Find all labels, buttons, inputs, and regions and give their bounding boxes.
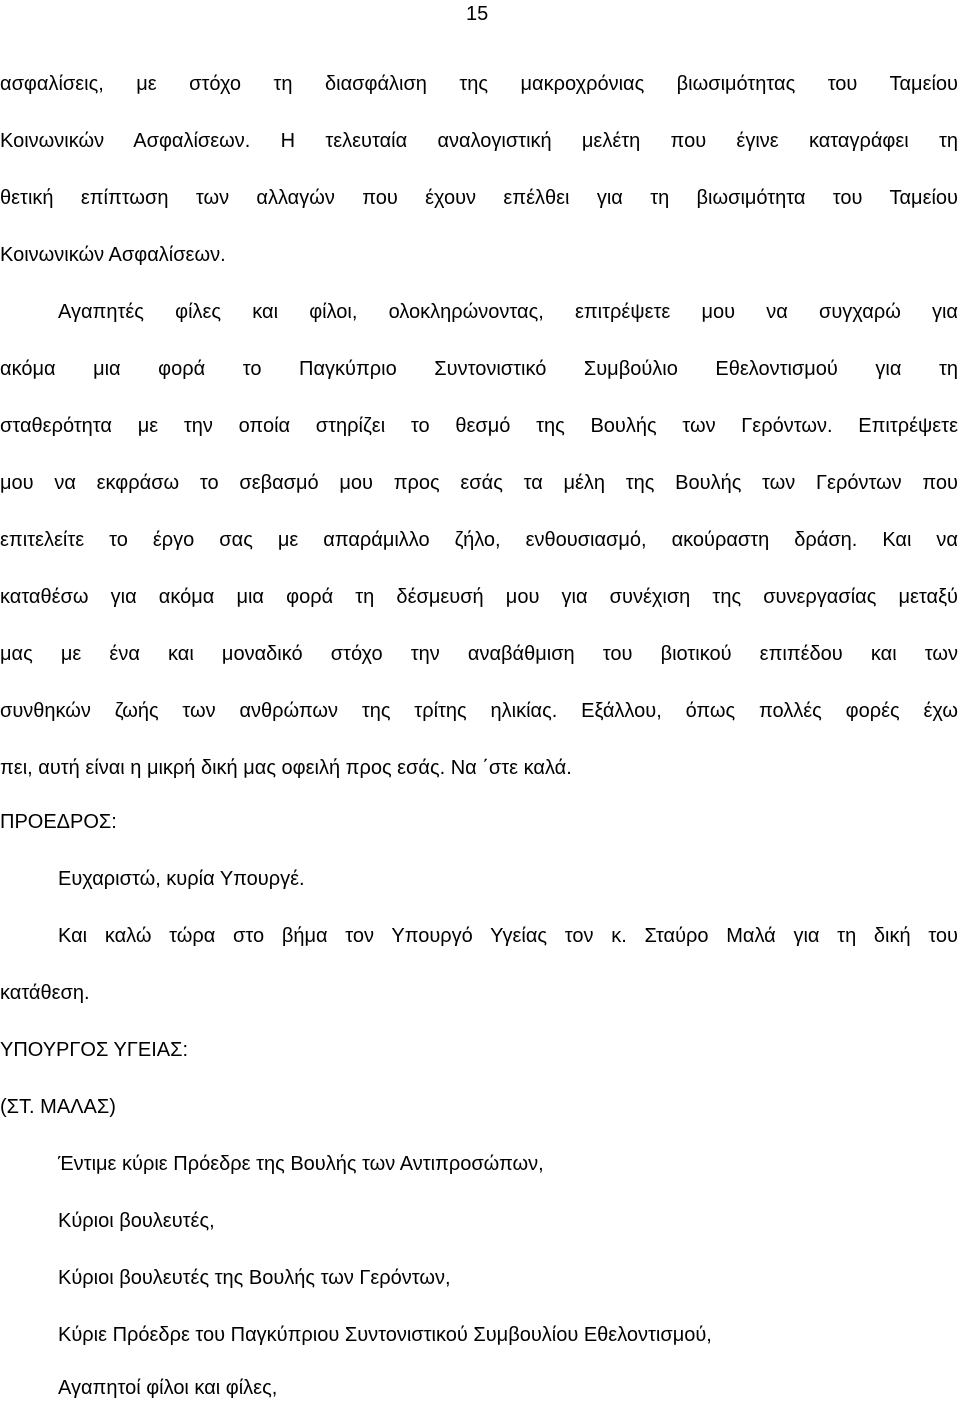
- text-line: Κοινωνικών Ασφαλίσεων.: [0, 244, 226, 266]
- text-line: Κύριοι βουλευτές,: [58, 1210, 215, 1232]
- text-line: Κύριοι βουλευτές της Βουλής των Γερόντων,: [58, 1267, 451, 1289]
- text-line: μας με ένα και μοναδικό στόχο την αναβάθμιση του βιοτικού επιπέδου και των: [0, 643, 958, 665]
- text-line: Κοινωνικών Ασφαλίσεων. Η τελευταία αναλογιστική μελέτη που έγινε καταγράφει τη: [0, 130, 958, 152]
- text-line: Έντιμε κύριε Πρόεδρε της Βουλής των Αντιπροσώπων,: [58, 1153, 544, 1175]
- text-line: Αγαπητοί φίλοι και φίλες,: [58, 1377, 278, 1399]
- text-line: μου να εκφράσω το σεβασμό μου προς εσάς τα μέλη της Βουλής των Γερόντων που: [0, 472, 958, 494]
- text-line: θετική επίπτωση των αλλαγών που έχουν επέλθει για τη βιωσιμότητα του Ταμείου: [0, 187, 958, 209]
- speaker-name: (ΣΤ. ΜΑΛΑΣ): [0, 1096, 116, 1118]
- text-line: επιτελείτε το έργο σας με απαράμιλλο ζήλο, ενθουσιασμό, ακούραστη δράση. Και να: [0, 529, 958, 551]
- text-line: Αγαπητές φίλες και φίλοι, ολοκληρώνοντας, επιτρέψετε μου να συγχαρώ για: [58, 301, 958, 323]
- text-line: Και καλώ τώρα στο βήμα τον Υπουργό Υγείας τον κ. Σταύρο Μαλά για τη δική του: [58, 925, 958, 947]
- text-line: συνθηκών ζωής των ανθρώπων της τρίτης ηλικίας. Εξάλλου, όπως πολλές φορές έχω: [0, 700, 958, 722]
- text-line: Ευχαριστώ, κυρία Υπουργέ.: [58, 868, 305, 890]
- text-line: σταθερότητα με την οποία στηρίζει το θεσμό της Βουλής των Γερόντων. Επιτρέψετε: [0, 415, 958, 437]
- speaker-label: ΥΠΟΥΡΓΟΣ ΥΓΕΙΑΣ:: [0, 1039, 189, 1061]
- text-line: Κύριε Πρόεδρε του Παγκύπριου Συντονιστικού Συμβουλίου Εθελοντισμού,: [58, 1324, 712, 1346]
- text-line: κατάθεση.: [0, 982, 90, 1004]
- speaker-label: ΠΡΟΕΔΡΟΣ:: [0, 811, 117, 833]
- text-line: πει, αυτή είναι η μικρή δική μας οφειλή προς εσάς. Να ΄στε καλά.: [0, 757, 572, 779]
- text-line: ασφαλίσεις, με στόχο τη διασφάλιση της μακροχρόνιας βιωσιμότητας του Ταμείου: [0, 73, 958, 95]
- text-line: καταθέσω για ακόμα μια φορά τη δέσμευσή μου για συνέχιση της συνεργασίας μεταξύ: [0, 586, 958, 608]
- page-number: 15: [466, 3, 489, 25]
- text-line: ακόμα μια φορά το Παγκύπριο Συντονιστικό Συμβούλιο Εθελοντισμού για τη: [0, 358, 958, 380]
